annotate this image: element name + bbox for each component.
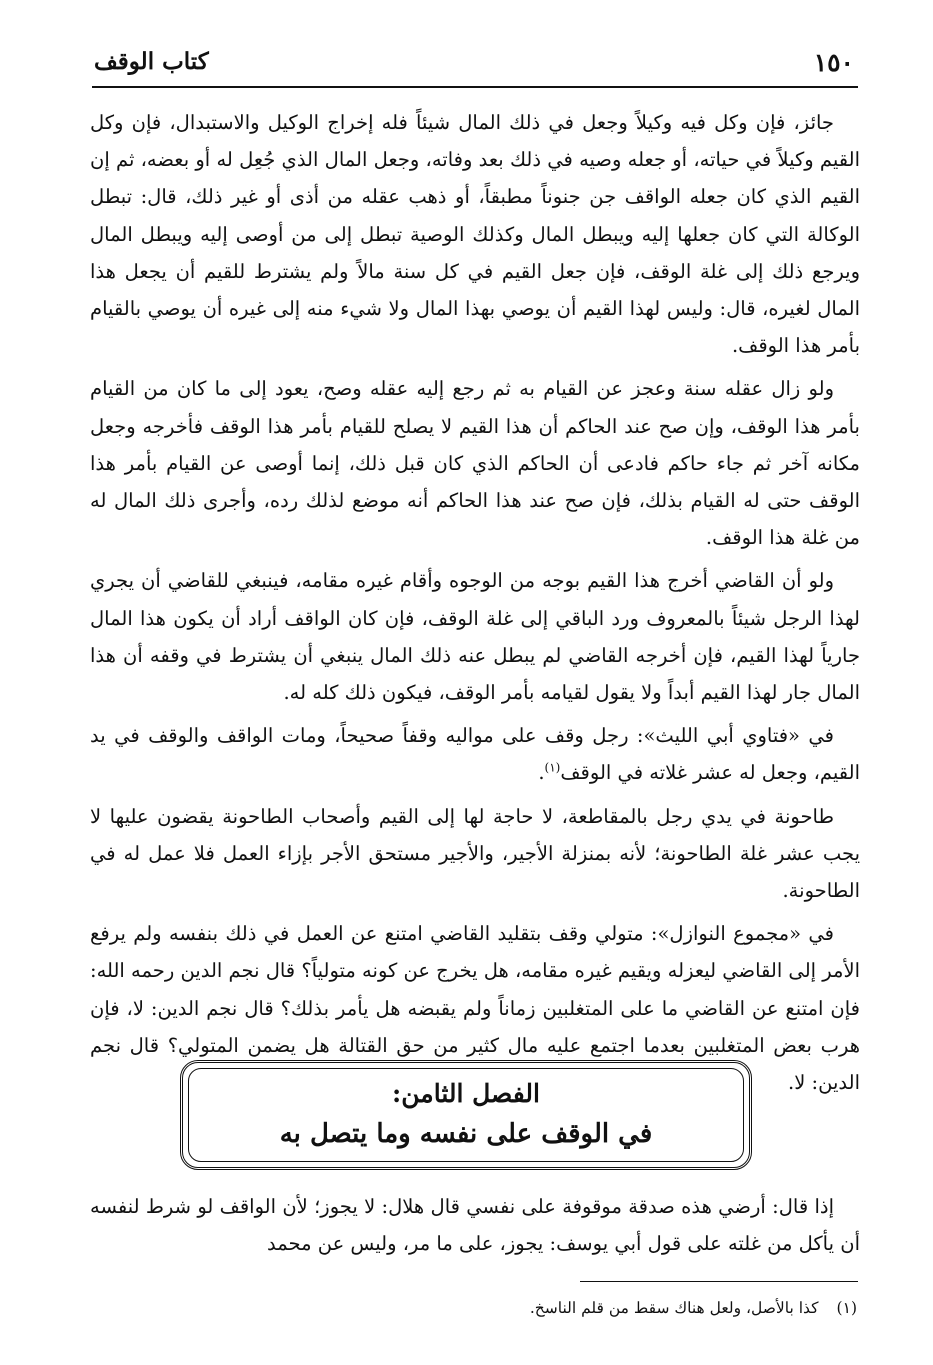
paragraph: ولو زال عقله سنة وعجز عن القيام به ثم رجع إليه عقله وصح، يعود إلى ما كان من القيام بأمر هذا الوقف، وإن صح عند الحاكم أن هذا القيم لا يصلح للقيام بأمر هذا الوقف فأخرجه وجعل مكانه آخر ثم جاء حاكم فادعى أن الحاكم الذي كان قبل ذلك، إنما أوصى عن القيام بأمر هذا الوقف حتى له القيام بذلك، فإن صح عند هذا الحاكم أنه موضع لذلك رده، وأجرى ذلك المال له من غلة هذا الوقف. [90,377,860,550]
paragraph-text: في «فتاوي أبي الليث»: رجل وقف على مواليه وقفاً صحيحاً، ومات الواقف والوقف في يد القيم، وجعل له عشر غلاته في الوقف [90,724,860,785]
footnote [530,1296,857,1320]
footnote-marker: (١) [544,760,561,775]
page-header [92,44,858,88]
paragraph-with-footnote [90,717,860,791]
footnote-number: (١) [836,1299,857,1317]
footnote-text: كذا بالأصل، ولعل هناك سقط من قلم الناسخ. [529,1299,819,1317]
chapter-heading-box [180,1060,752,1170]
running-title: كتاب الوقف [94,48,209,75]
chapter-title: الفصل الثامن: [392,1079,540,1108]
page-number: ١٥٠ [813,48,854,77]
paragraph: في «مجموع النوازل»: متولي وقف بتقليد القاضي امتنع عن العمل في ذلك بنفسه ولم يرفع الأمر إلى القاضي ليعزله ويقيم غيره مقامه، هل يخرج عن كونه متولياً؟ قال نجم الدين رحمه الله: فإن امتنع عن القاضي ما على المتغلبين زماناً ولم يقبضه هل يأمر بذلك؟ قال نجم الدين: لا، فإن هرب بعض المتغلبين بعدما اجتمع عليه مال كثير من حق القتالة هل يضمن المتولي؟ قال نجم الدين: لا. [90,922,860,1095]
paragraph: إذا قال: أرضي هذه صدقة موقوفة على نفسي قال هلال: لا يجوز؛ لأن الواقف لو شرط لنفسه أن يأكل من غلته على قول أبي يوسف: يجوز، على ما مر، وليس عن محمد [90,1195,860,1256]
chapter-subtitle: في الوقف على نفسه وما يتصل به [279,1119,653,1149]
paragraph: جائز، فإن وكل فيه وكيلاً وجعل في ذلك المال شيئاً فله إخراج الوكيل والاستبدال، فإن وكل القيم وكيلاً في حياته، أو جعله وصيه في ذلك بعد وفاته، وجعل المال الذي جُعِل له أو بعضه، ثم إن القيم الذي كان جعله الواقف جن جنوناً مطبقاً، أو ذهب عقله من أذى أو غير ذلك، قال: تبطل الوكالة التي كان جعلها إليه ويبطل المال وكذلك الوصية تبطل إلى من أوصى إليه ويبطل المال ويرجع ذلك إلى غلة الوقف، فإن جعل القيم في كل سنة مالاً ولم يشترط للقيم أن يجعل هذا المال لغيره، قال: وليس لهذا القيم أن يوصي بهذا المال ولا شيء منه إلى غيره أن يوصي بالقيام بأمر هذا الوقف. [90,111,861,358]
footnote-separator [580,1281,858,1282]
paragraph-end: . [538,761,545,785]
chapter-text [90,1188,860,1268]
paragraph: طاحونة في يدي رجل بالمقاطعة، لا حاجة لها إلى القيم وأصحاب الطاحونة يقضون عليها لا يجب عشر غلة الطاحونة؛ لأنه بمنزلة الأجير، والأجير مستحق الأجر بإزاء العمل فلا عمل له في الطاحونة. [90,804,860,903]
paragraph: ولو أن القاضي أخرج هذا القيم بوجه من الوجوه وأقام غيره مقامه، فينبغي للقاضي أن يجري لهذا الرجل شيئاً بالمعروف ورد الباقي إلى غلة الوقف، فإن كان الواقف أراد أن يكون هذا المال جارياً لهذا القيم، فإن أخرجه القاضي لم يبطل عنه ذلك المال ينبغي أن يشترط في وقفه أن هذا المال جار لهذا القيم أبداً ولا يقول لقيامه بأمر الوقف، فيكون ذلك كله له. [90,569,860,705]
main-text [90,104,860,1107]
